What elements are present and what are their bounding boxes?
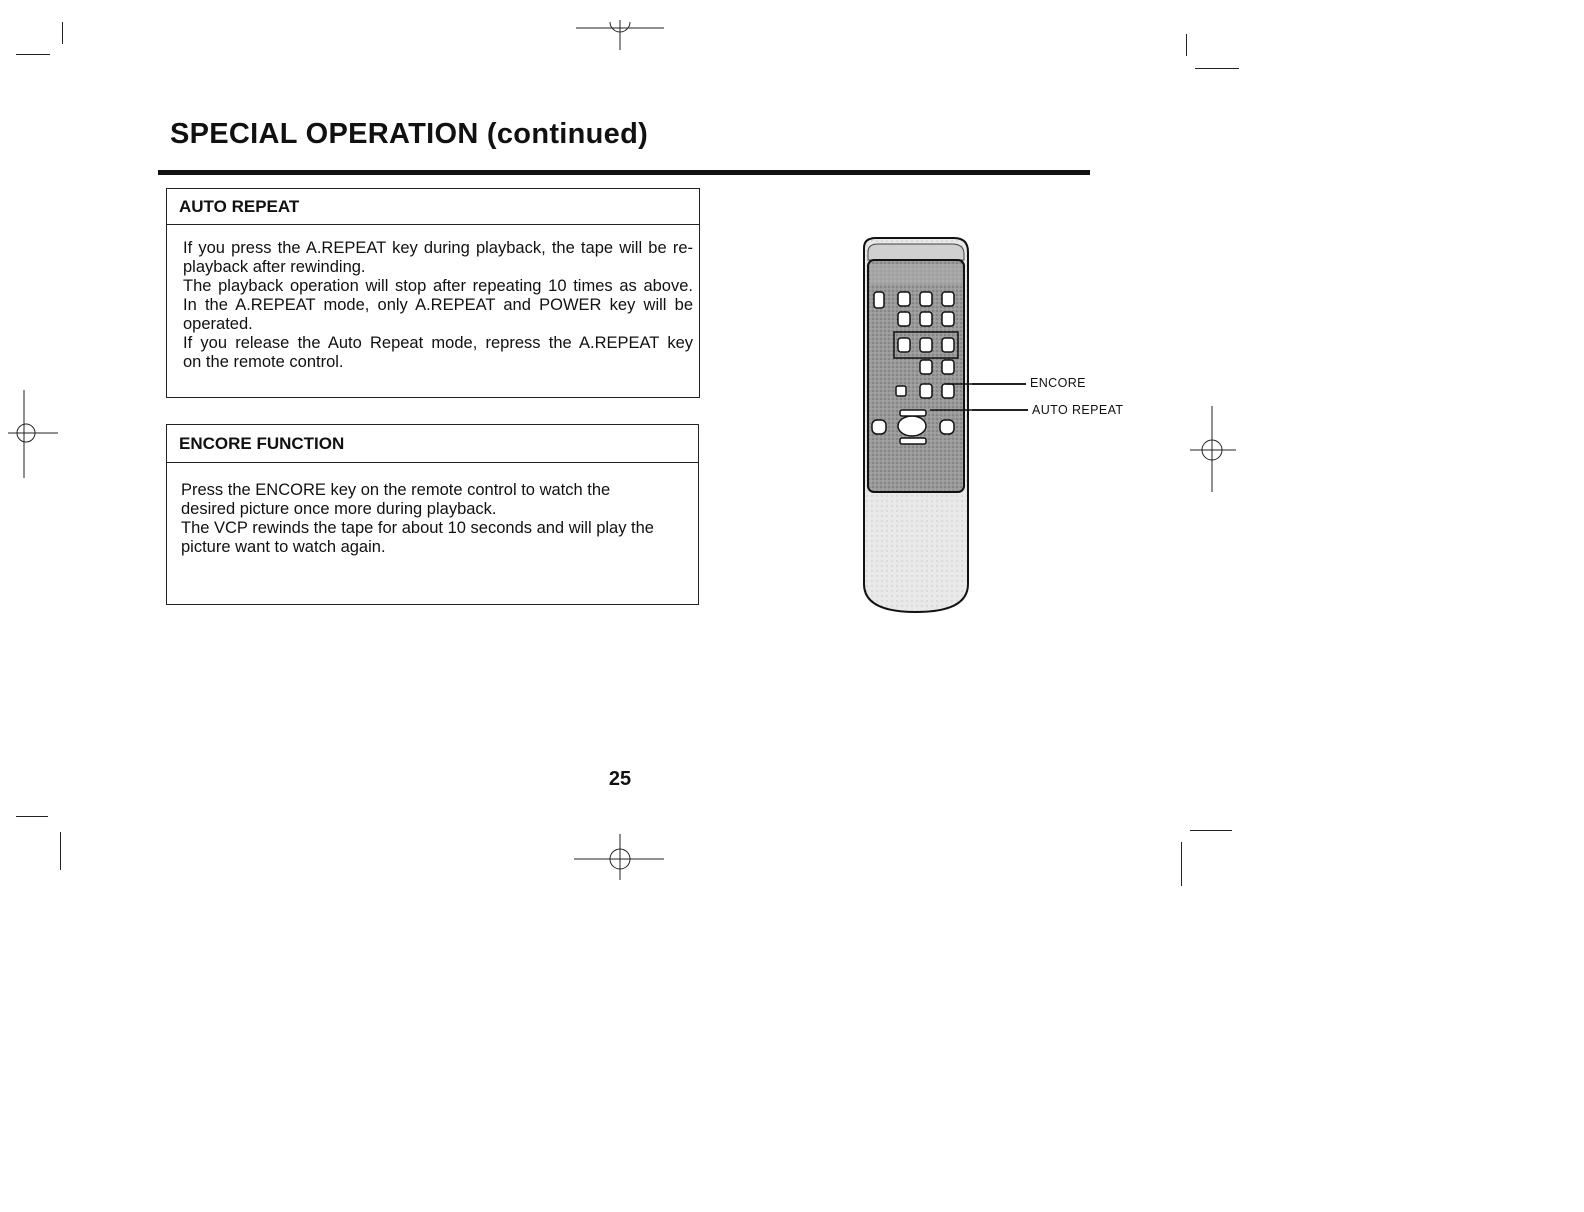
registration-mark-top [572,16,668,52]
auto-repeat-line: on the remote control. [183,353,344,371]
registration-mark-bottom [572,834,668,882]
remote-control-illustration [860,234,972,618]
auto-repeat-callout-line [972,409,1028,411]
auto-repeat-heading: AUTO REPEAT [167,189,699,225]
registration-mark-left [4,388,60,482]
encore-callout-label: ENCORE [1030,376,1086,390]
encore-line: picture want to watch again. [181,538,386,556]
crop-mark [1181,842,1182,886]
crop-mark [1186,34,1187,56]
page-title: SPECIAL OPERATION (continued) [170,118,649,150]
crop-mark [1190,830,1232,831]
auto-repeat-section [166,188,700,398]
auto-repeat-line: In the A.REPEAT mode, only A.REPEAT and POWER key will be [183,296,693,314]
auto-repeat-text [183,239,693,372]
encore-function-section [166,424,699,605]
encore-callout-line [972,383,1026,385]
encore-line: desired picture once more during playback. [181,500,497,518]
crop-mark [16,54,50,55]
auto-repeat-line: The playback operation will stop after repeating 10 times as above. [183,277,693,295]
auto-repeat-line: If you release the Auto Repeat mode, repress the A.REPEAT key [183,334,693,352]
crop-mark [16,816,48,817]
encore-line: Press the ENCORE key on the remote control to watch the [181,481,611,499]
encore-function-heading: ENCORE FUNCTION [167,425,698,463]
crop-mark [62,22,63,44]
title-rule [158,170,1090,175]
auto-repeat-callout-label: AUTO REPEAT [1032,403,1124,417]
crop-mark [60,832,61,870]
crop-mark [1195,68,1239,69]
auto-repeat-line: operated. [183,315,253,333]
encore-function-text [181,481,672,557]
auto-repeat-line: If you press the A.REPEAT key during playback, the tape will be re- [183,239,693,257]
registration-mark-right [1186,404,1242,496]
page-number: 25 [608,768,632,790]
auto-repeat-line: playback after rewinding. [183,258,366,276]
encore-line: The VCP rewinds the tape for about 10 seconds and will play the [181,519,654,537]
